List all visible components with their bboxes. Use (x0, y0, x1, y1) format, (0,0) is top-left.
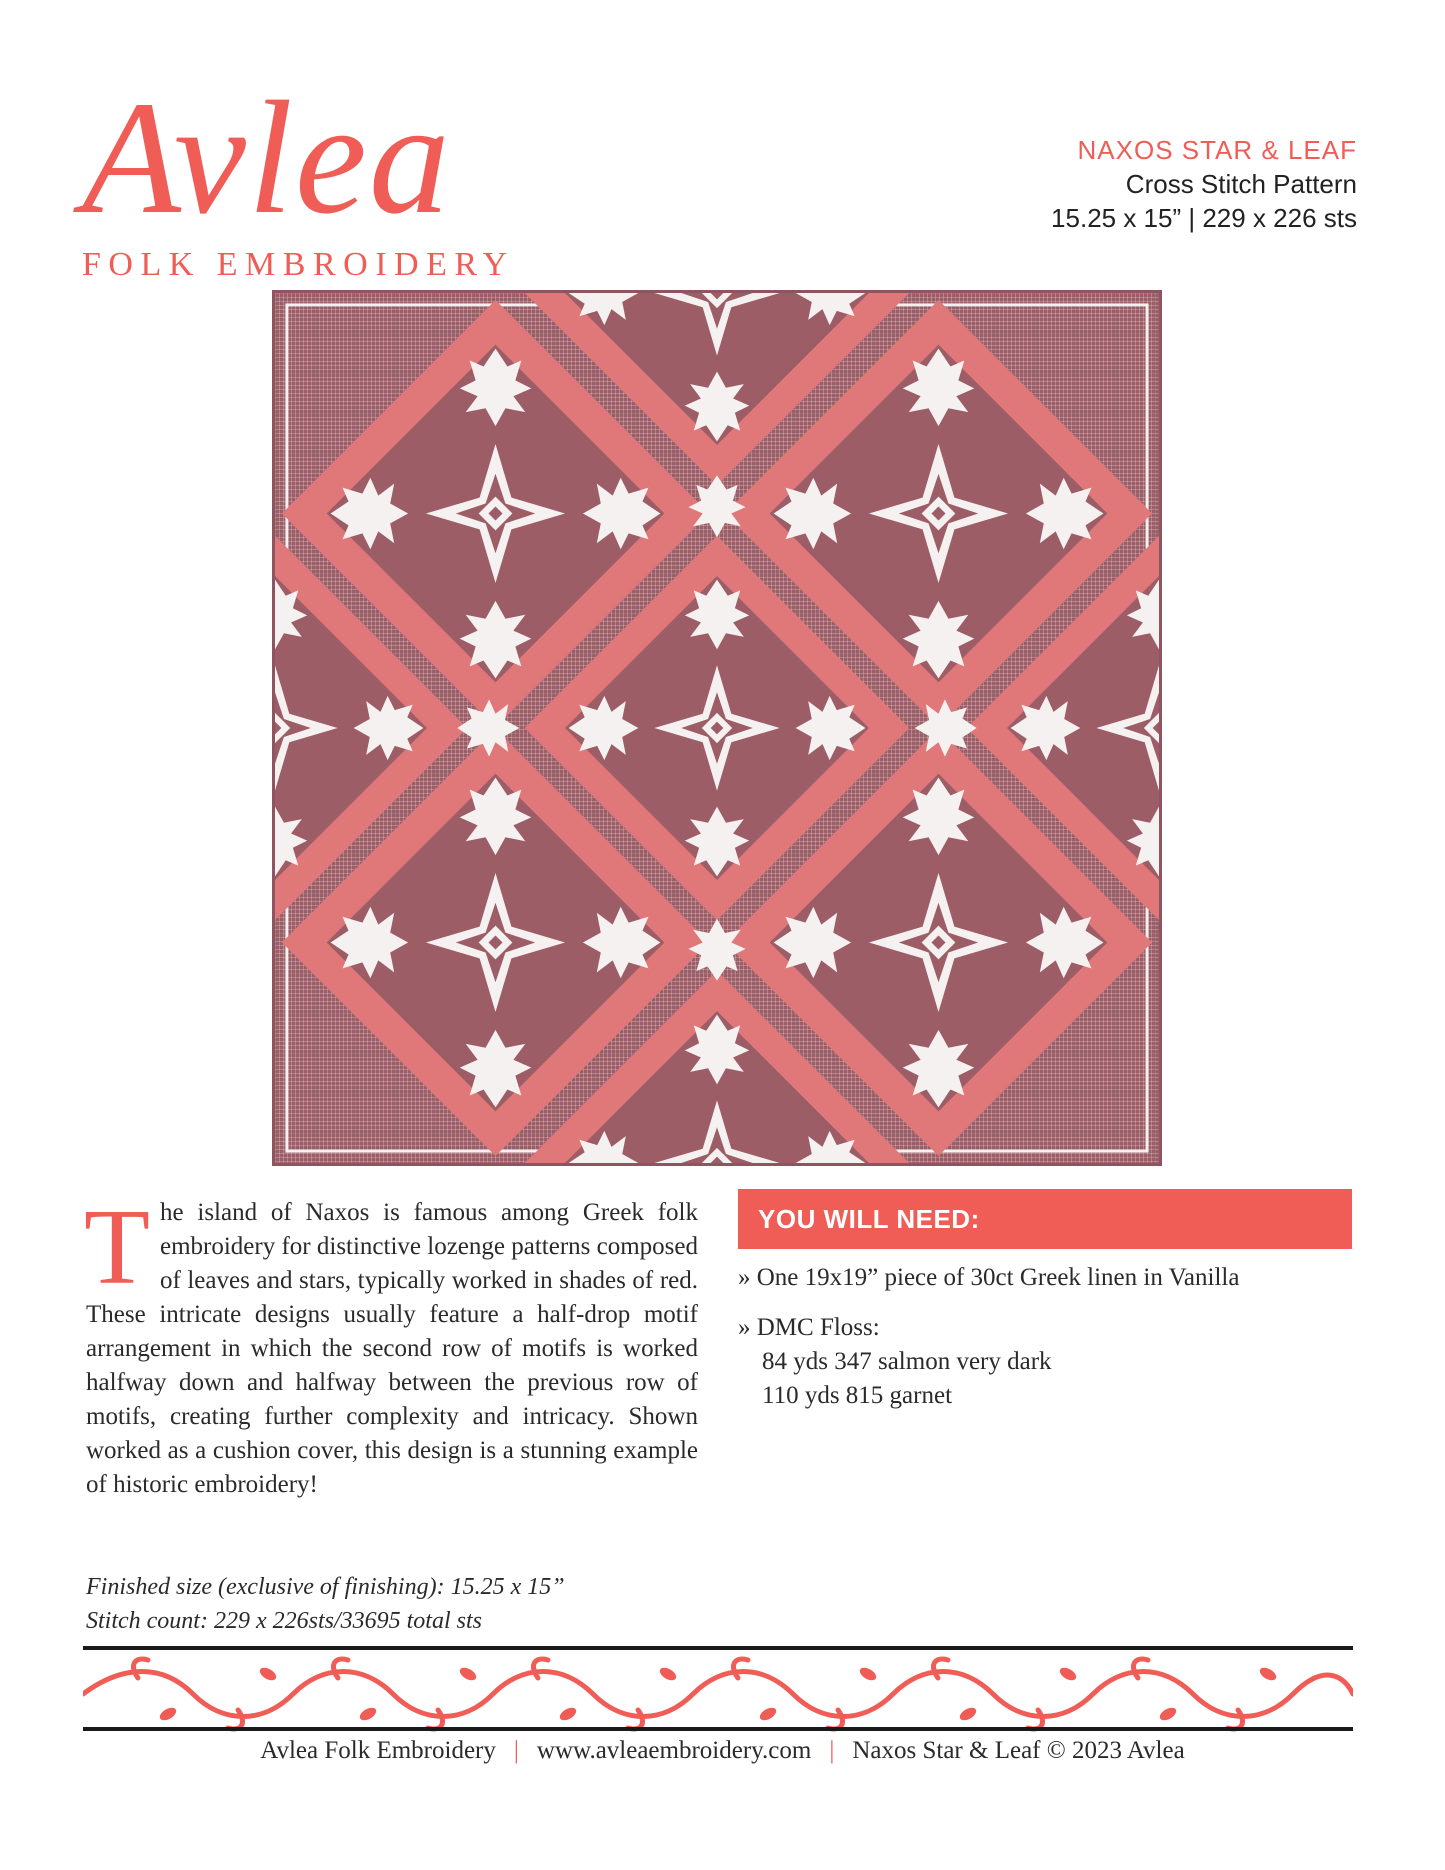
chart-motifs (275, 293, 1159, 1163)
pattern-size: 15.25 x 15” | 229 x 226 sts (1051, 203, 1357, 233)
brand-logo (82, 69, 552, 284)
stitch-count: Stitch count: 229 x 226sts/33695 total sts (86, 1608, 482, 1634)
description-dropcap: T (84, 1188, 150, 1307)
brand-subtitle: FOLK EMBROIDERY (82, 246, 515, 283)
materials-header: YOU WILL NEED: (738, 1189, 1352, 1249)
page-footer (0, 1737, 1445, 1765)
description-text: he island of Naxos is famous among Greek folk embroidery for distinctive lozenge patterns composed of leaves and stars, typically worked in shades of red. These intricate designs usually feature a half-drop motif arrangement in which the second row of motifs is worked halfway down and halfway between the previous row of motifs, creating further complexity and intricacy. Shown worked as a cushion cover, this design is a stunning example of historic embroidery! (86, 1199, 699, 1498)
footer-separator: | (829, 1737, 835, 1764)
footer-brand: Avlea Folk Embroidery (260, 1737, 496, 1764)
pattern-header (1051, 133, 1357, 235)
floss-color-2: 110 yds 815 garnet (762, 1382, 953, 1409)
border-rule-top (83, 1646, 1353, 1650)
material-floss (738, 1311, 1352, 1413)
material-linen: » One 19x19” piece of 30ct Greek linen in Vanilla (738, 1264, 1240, 1291)
floss-color-1: 84 yds 347 salmon very dark (762, 1348, 1052, 1375)
floss-label: » DMC Floss: (738, 1314, 880, 1341)
footer-separator: | (513, 1737, 519, 1764)
pattern-description (84, 1188, 699, 1502)
decorative-vine-border (83, 1654, 1353, 1734)
footer-credit: Naxos Star & Leaf © 2023 Avlea (852, 1737, 1185, 1764)
materials-section (738, 1189, 1352, 1429)
cross-stitch-chart (272, 290, 1162, 1166)
pattern-name: NAXOS STAR & LEAF (1077, 135, 1357, 165)
finished-size: Finished size (exclusive of finishing): 15.25 x 15” (86, 1574, 565, 1600)
pattern-type: Cross Stitch Pattern (1125, 169, 1357, 199)
border-rule-bottom (83, 1727, 1353, 1731)
footer-url[interactable]: www.avleaembroidery.com (536, 1737, 812, 1764)
materials-list (738, 1261, 1352, 1413)
pattern-specs (86, 1570, 706, 1638)
brand-script-name: Avlea (82, 69, 452, 248)
